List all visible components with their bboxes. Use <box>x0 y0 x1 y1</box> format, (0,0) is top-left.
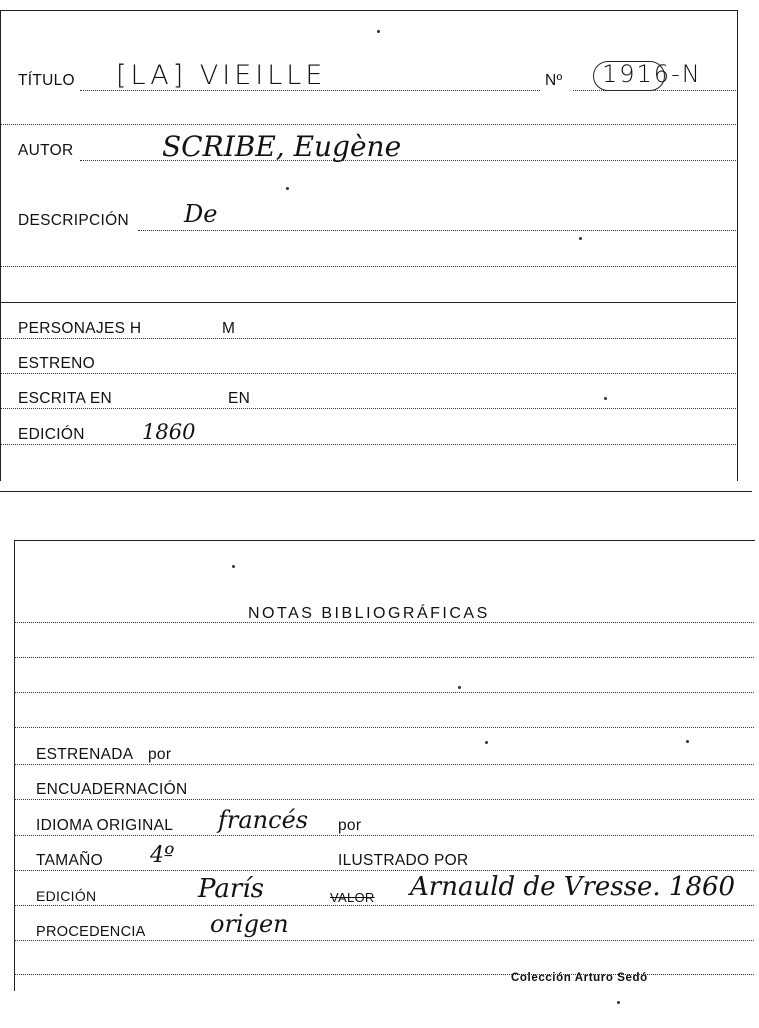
escrita-line <box>0 408 736 409</box>
front-divider <box>0 302 736 303</box>
notas-heading: NOTAS BIBLIOGRÁFICAS <box>248 605 490 622</box>
edicion-back-line <box>14 905 754 906</box>
titulo-extra-line <box>0 124 736 125</box>
scan-speck <box>286 187 289 190</box>
scan-speck <box>232 565 235 568</box>
escrita-label: ESCRITA EN <box>18 390 113 407</box>
idioma-value: francés <box>218 806 309 834</box>
scan-speck <box>604 397 607 400</box>
descripcion-value: De <box>184 200 218 228</box>
titulo-value: [LA] VIEILLE <box>116 60 327 91</box>
procedencia-line <box>14 940 754 941</box>
descripcion-line-2 <box>0 266 736 267</box>
encuadernacion-line <box>14 799 754 800</box>
encuadernacion-label: ENCUADERNACIÓN <box>36 781 188 798</box>
estrenada-label: ESTRENADA <box>36 746 134 763</box>
collection-credit: Colección Arturo Sedó <box>511 972 648 984</box>
descripcion-label: DESCRIPCIÓN <box>18 212 129 229</box>
estrenada-por-label: por <box>148 746 172 763</box>
cut-line <box>0 491 752 492</box>
idioma-line <box>14 835 754 836</box>
scan-speck <box>377 30 380 33</box>
scan-speck <box>485 741 488 744</box>
personajes-m-label: M <box>222 320 236 337</box>
back-edicion-value: París <box>198 874 264 904</box>
autor-value: SCRIBE, Eugène <box>162 130 402 163</box>
numero-label: Nº <box>545 72 563 89</box>
notas-line-1 <box>14 622 754 623</box>
notas-line-3 <box>14 692 754 693</box>
estreno-line <box>0 373 736 374</box>
valor-value: Arnauld de Vresse. 1860 <box>410 872 736 902</box>
descripcion-line <box>138 230 736 231</box>
autor-label: AUTOR <box>18 142 74 159</box>
personajes-label: PERSONAJES H <box>18 320 142 337</box>
tamano-line <box>14 870 754 871</box>
escrita-en-label: EN <box>228 390 251 407</box>
estreno-label: ESTRENO <box>18 355 96 372</box>
edicion-line <box>0 444 736 445</box>
numero-line <box>573 90 736 91</box>
tamano-label: TAMAÑO <box>36 852 103 869</box>
titulo-label: TÍTULO <box>18 72 75 89</box>
estrenada-line <box>14 764 754 765</box>
tamano-value: 4º <box>150 843 175 868</box>
procedencia-label: PROCEDENCIA <box>36 924 146 940</box>
edicion-label: EDICIÓN <box>18 426 85 443</box>
back-edicion-label: EDICIÓN <box>36 888 97 904</box>
valor-label: VALOR <box>330 890 375 905</box>
scan-speck <box>458 686 461 689</box>
notas-line-2 <box>14 657 754 658</box>
personajes-line <box>0 338 736 339</box>
notas-line-4 <box>14 727 754 728</box>
numero-value: 1916-N <box>602 60 702 88</box>
scan-speck <box>617 1001 620 1004</box>
idioma-por-label: por <box>338 817 362 834</box>
idioma-label: IDIOMA ORIGINAL <box>36 817 174 834</box>
scan-speck <box>579 237 582 240</box>
scan-speck <box>686 740 689 743</box>
procedencia-value: origen <box>210 910 289 938</box>
ilustrado-label: ILUSTRADO POR <box>338 852 469 869</box>
edicion-value: 1860 <box>142 420 196 444</box>
